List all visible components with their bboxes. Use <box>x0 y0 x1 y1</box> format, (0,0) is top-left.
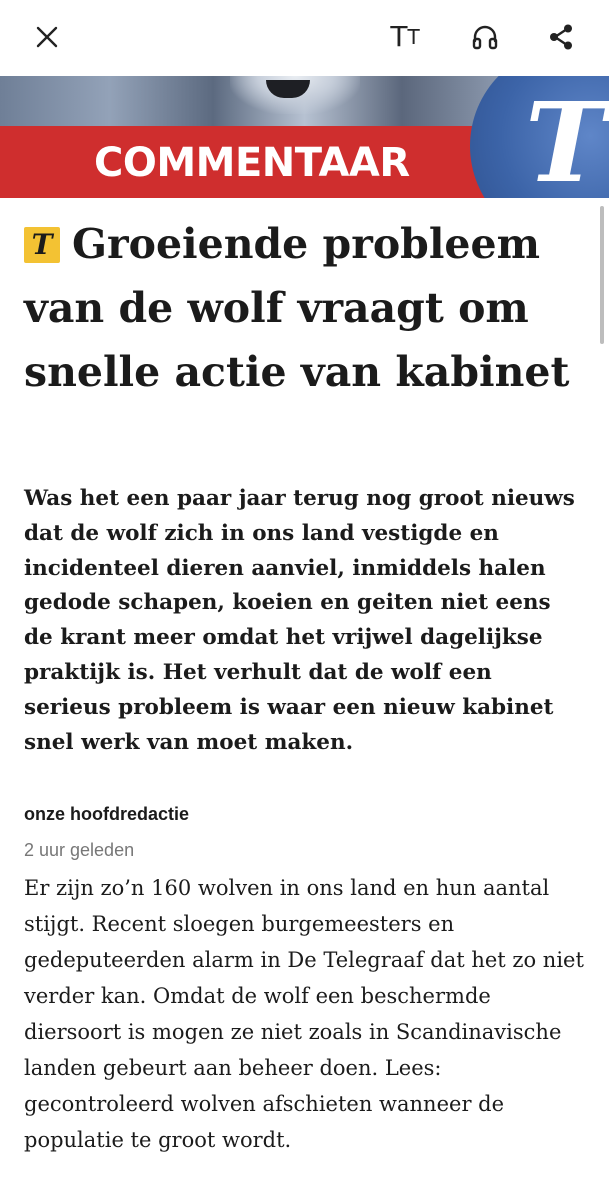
commentaar-banner <box>0 76 609 198</box>
close-button[interactable] <box>24 14 70 60</box>
article-title <box>24 212 594 404</box>
text-size-button[interactable] <box>382 14 428 60</box>
text-size-icon-small: T <box>407 25 420 49</box>
article-title-text: Groeiende probleem van de wolf vraagt om snelle actie van kabinet <box>24 220 570 396</box>
article-body: Er zijn zo’n 160 wolven in ons land en hun aantal stijgt. Recent sloegen burgemeesters en gedeputeerden alarm in De Telegraaf dat het zo niet verder kan. Omdat de wolf een beschermde diersoort is mogen ze niet zoals in Scandinavische landen gebeurt aan beheer doen. Lees: gecontroleerd wolven afschieten wanneer de populatie te groot wordt. <box>24 876 584 1152</box>
close-icon <box>36 26 58 48</box>
article-author: onze hoofdredactie <box>24 804 190 824</box>
telegraaf-badge-icon: T <box>24 227 60 263</box>
scrollbar[interactable] <box>600 206 604 344</box>
share-icon <box>547 23 575 51</box>
article-timestamp: 2 uur geleden <box>24 840 135 860</box>
section-label: COMMENTAAR <box>94 140 410 186</box>
text-size-icon-big: T <box>390 20 408 53</box>
top-toolbar <box>0 0 609 76</box>
listen-button[interactable] <box>462 14 508 60</box>
telegraaf-logo <box>470 76 609 198</box>
headphones-icon <box>471 23 499 51</box>
share-button[interactable] <box>538 14 584 60</box>
telegraaf-logo-letter: T <box>525 77 607 198</box>
article-lead: Was het een paar jaar terug nog groot nieuws dat de wolf zich in ons land vestigde en incidenteel dieren aanviel, inmiddels halen gedode schapen, koeien en geiten niet eens de krant meer omdat het vrijwel dagelijkse praktijk is. Het verhult dat de wolf een serieus probleem is waar een nieuw kabinet snel werk van moet maken. <box>24 486 575 755</box>
